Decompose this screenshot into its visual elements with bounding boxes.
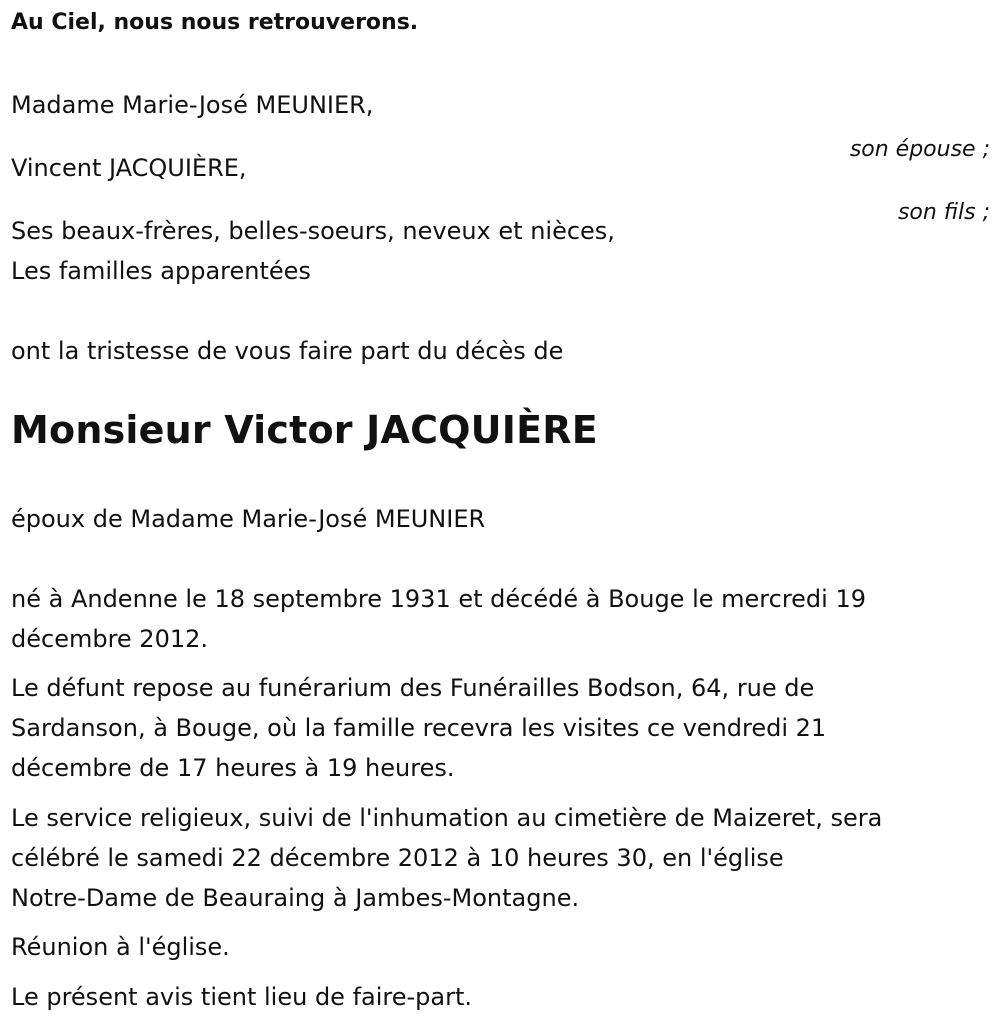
birth-death-paragraph: né à Andenne le 18 septembre 1931 et décédé à Bouge le mercredi 19 décembre 2012.	[11, 585, 866, 653]
spouse-name: Madame Marie-José MEUNIER,	[11, 91, 374, 119]
spouse-role: son épouse ;	[849, 137, 990, 162]
meeting-paragraph: Réunion à l'église.	[11, 933, 230, 961]
son-name: Vincent JACQUIÈRE,	[11, 154, 247, 182]
son-role: son fils ;	[897, 200, 990, 225]
deceased-name: Monsieur Victor JACQUIÈRE	[11, 408, 598, 452]
spouse-of-line: époux de Madame Marie-José MEUNIER	[11, 505, 486, 533]
service-paragraph: Le service religieux, suivi de l'inhumation au cimetière de Maizeret, sera célébré le samedi 22 décembre 2012 à 10 heures 30, en l'église Notre-Dame de Beauraing à Jambes-Montagne.	[11, 804, 883, 912]
visitation-paragraph: Le défunt repose au funérarium des Funérailles Bodson, 64, rue de Sardanson, à Bouge, où la famille recevra les visites ce vendredi 21 décembre de 17 heures à 19 heures.	[11, 674, 827, 782]
relatives-line-1: Ses beaux-frères, belles-soeurs, neveux et nièces,	[11, 217, 615, 245]
announcement-intro: ont la tristesse de vous faire part du décès de	[11, 337, 564, 365]
notice-paragraph: Le présent avis tient lieu de faire-part.	[11, 983, 473, 1011]
opening-quote: Au Ciel, nous nous retrouverons.	[11, 10, 419, 35]
relatives-line-2: Les familles apparentées	[11, 257, 311, 285]
